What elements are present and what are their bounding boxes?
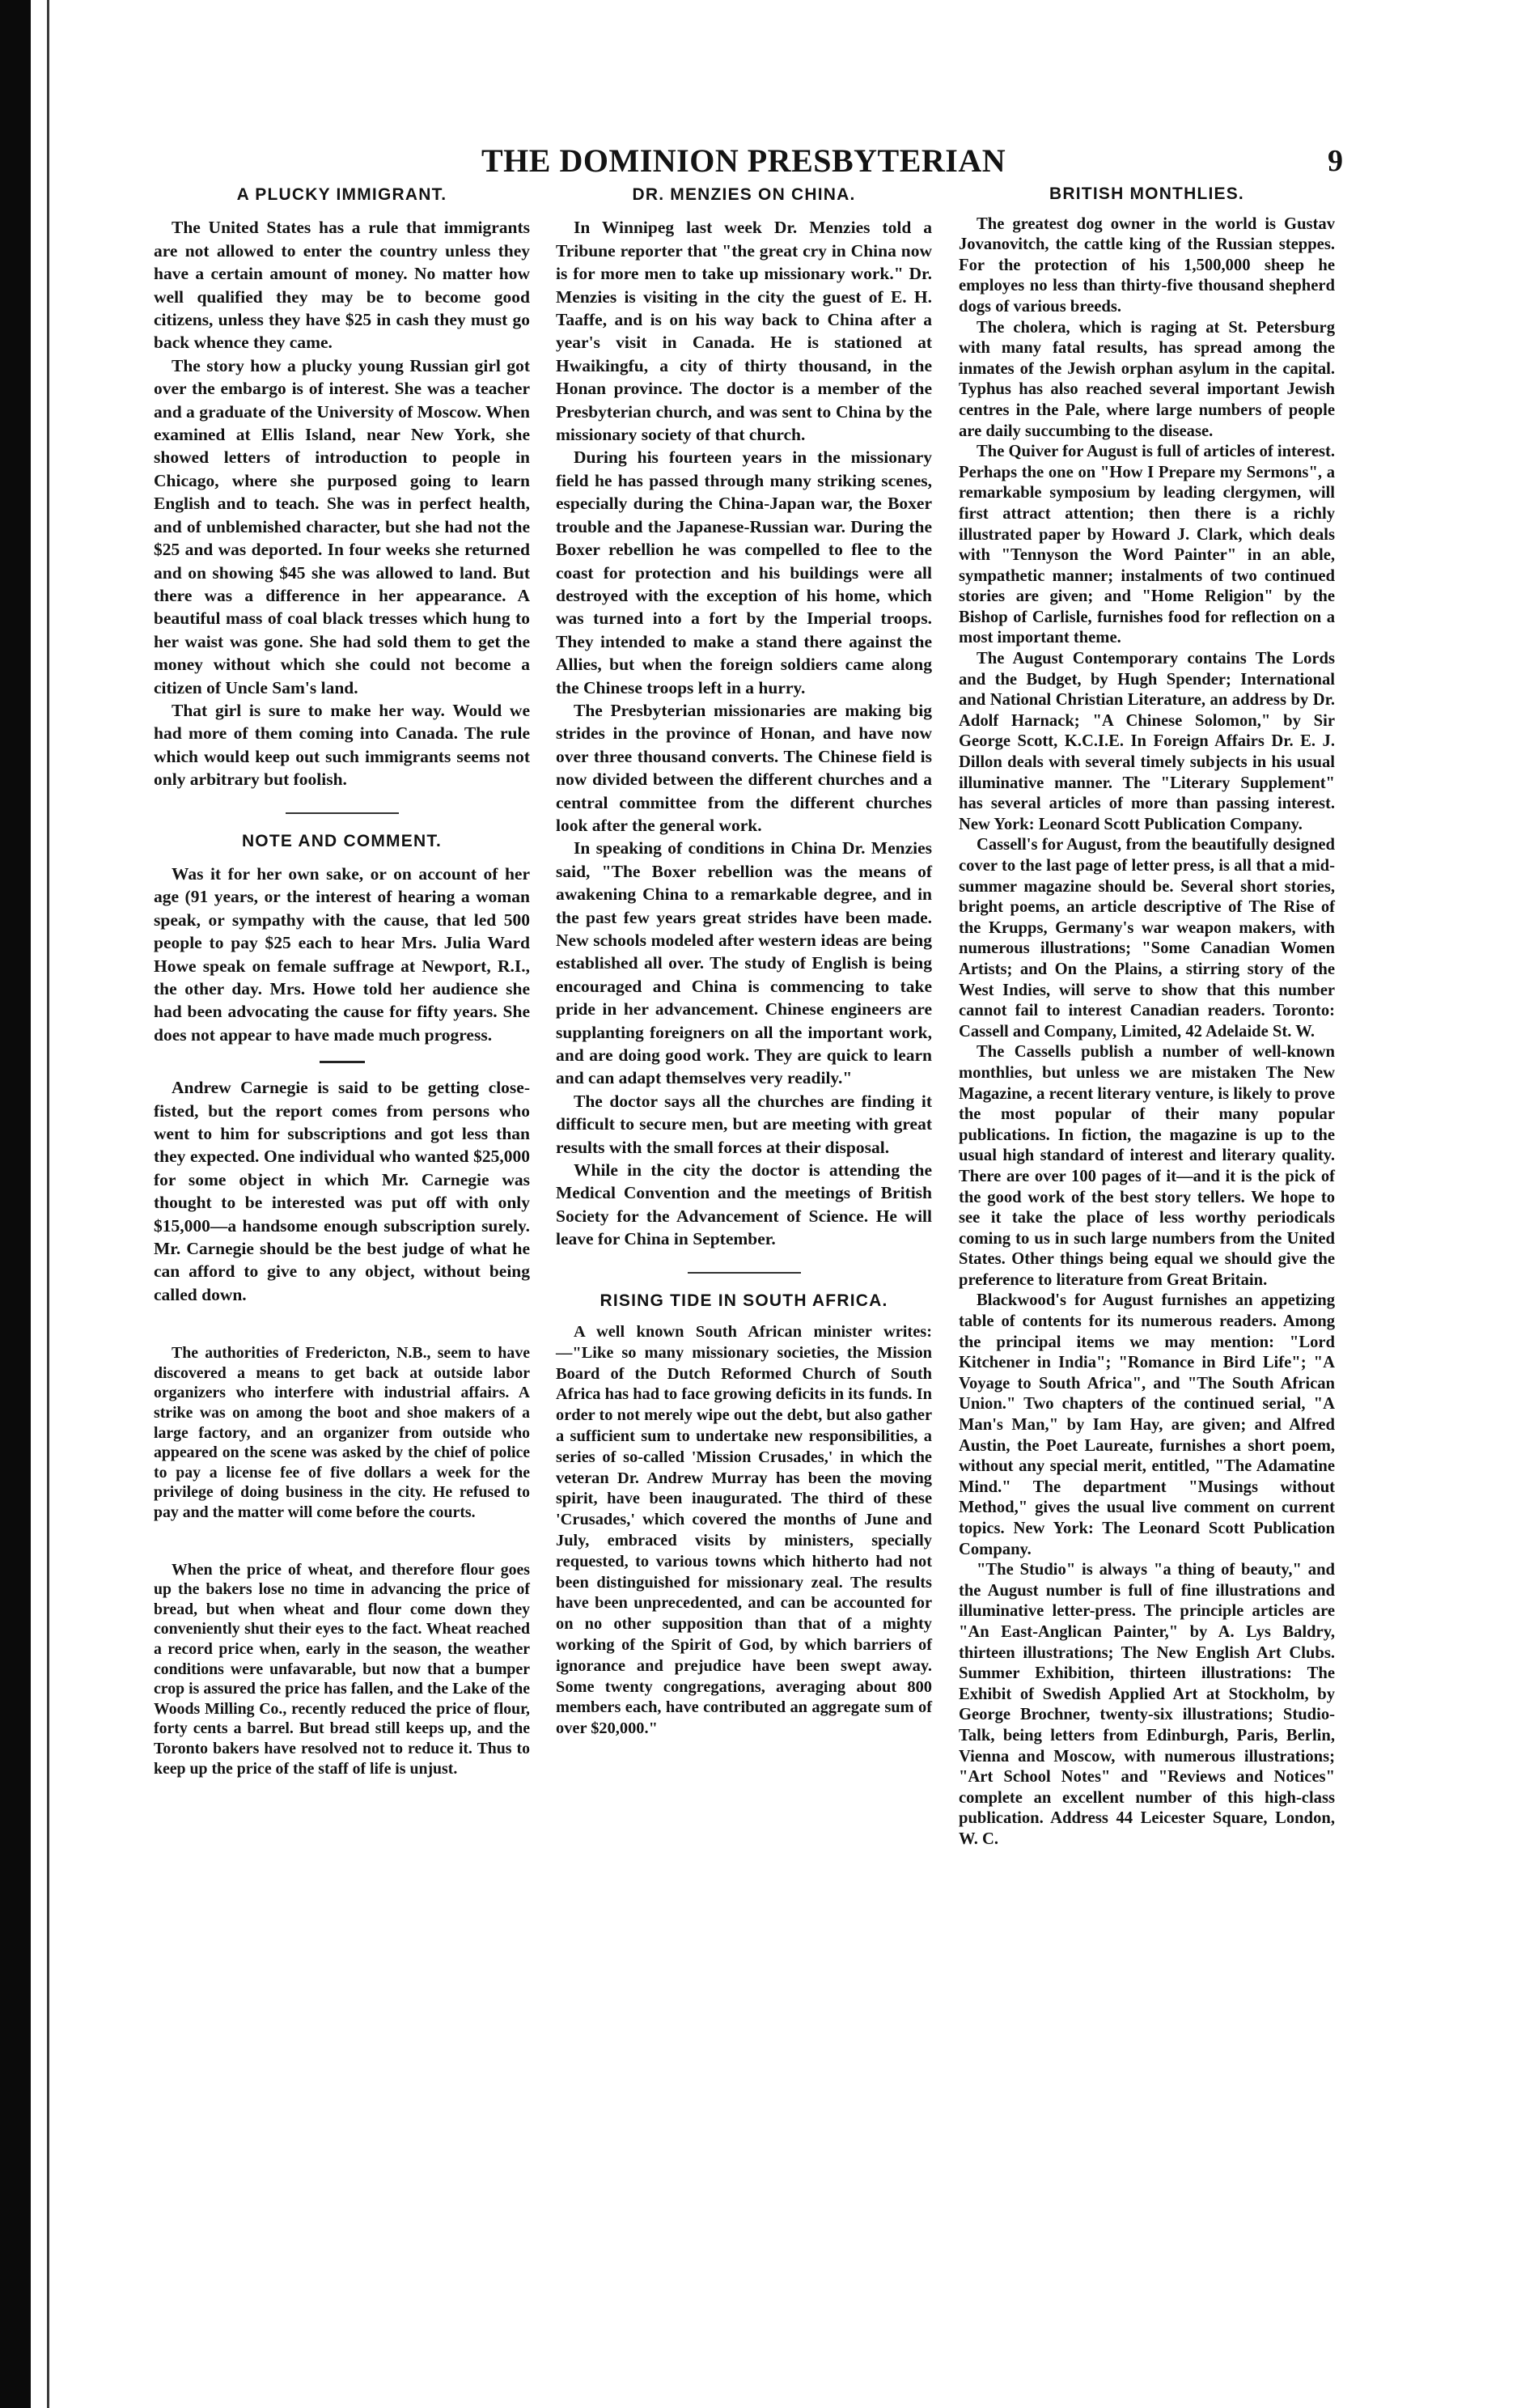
newspaper-page xyxy=(154,142,1343,2326)
headline-rising-tide-south-africa: RISING TIDE IN SOUTH AFRICA. xyxy=(600,1291,888,1310)
article-paragraph: During his fourteen years in the missionary field he has passed through many striking scenes, especially during the China-Japan war, the Boxer trouble and the Japanese-Russian war. During the Boxer rebellion he was compelled to flee to the coast for protection and his buildings were all destroyed with the exception of his home, which was turned into a fort by the Imperial troops. They intended to make a stand there against the Allies, but when the foreign soldiers came along the Chinese troops left in a hurry. xyxy=(556,447,932,697)
article-paragraph: "The Studio" is always "a thing of beauty," and the August number is full of fine illustrations and illuminative letter-press. The principle articles are "An East-Anglican Painter," by A. Lys Baldry, thirteen illustrations; The New English Art Clubs. Summer Exhibition, thirteen illustrations: The Exhibit of Swedish Applied Art at Stockholm, by George Brochner, twenty-six illustrations; Studio-Talk, being letters from Edinburgh, Paris, Berlin, Vienna and Moscow, with numerous illustrations; "Art School Notes" and "Reviews and Notices" complete an excellent number of this high-class publication. Address 44 Leicester Square, London, W. C. xyxy=(959,1561,1335,1848)
article-paragraph: Blackwood's for August furnishes an appetizing table of contents for its numerous readers. Among the principal items we may mention: "Lord Kitchener in India"; "Romance in Bird Life"; "A Voyage to South Africa", and "The South African Union." Two chapters of the continued serial, "A Man's Man," by Iam Hay, are given; and Alfred Austin, the Poet Laureate, furnishes a short poem, without any special merit, entitled, "The Adamatine Mind." The department "Musings without Method," gives the usual live comment on current topics. New York: The Leonard Scott Publication Company. xyxy=(959,1291,1335,1558)
article-paragraph: While in the city the doctor is attending the Medical Convention and the meetings of British Society for the Advancement of Science. He will leave for China in September. xyxy=(556,1160,932,1249)
article-paragraph: The United States has a rule that immigrants are not allowed to enter the country unless they have a certain amount of money. No matter how well qualified they may be to become good citizens, unless they have $25 in cash they must go back whence they came. xyxy=(154,218,530,353)
article-paragraph: Was it for her own sake, or on account of her age (91 years, or the interest of hearing a woman speak, or sympathy with the cause, that led 500 people to pay $25 each to hear Mrs. Julia Ward Howe speak on female suffrage at Newport, R.I., the other day. Mrs. Howe told her audience she had been advocating the cause for fifty years. She does not appear to have made much progress. xyxy=(154,863,530,1045)
article-paragraph: The greatest dog owner in the world is Gustav Jovanovitch, the cattle king of the Russian steppes. For the protection of his 1,500,000 sheep he employes no less than thirty-five thousand shepherd dogs of various breeds. xyxy=(959,214,1335,316)
column-left xyxy=(154,184,530,1778)
section-divider xyxy=(688,1272,801,1274)
article-paragraph: The August Contemporary contains The Lords and the Budget, by Hugh Spender; International and National Christian Literature, an address by Dr. Adolf Harnack; "A Chinese Solomon," by Sir George Scott, K.C.I.E. In Foreign Affairs Dr. E. J. Dillon deals with several timely subjects in his usual illuminative manner. The "Literary Supplement" has several articles of more than passing interest. New York: Leonard Scott Publication Company. xyxy=(959,650,1335,833)
article-paragraph: In Winnipeg last week Dr. Menzies told a Tribune reporter that "the great cry in China now is for more men to take up missionary work." Dr. Menzies is visiting in the city the guest of E. H. Taaffe, and is on his way back to China after a year's visit in Canada. He is stationed at Hwaikingfu, a city of thirty thousand, in the Honan province. The doctor is a member of the Presbyterian church, and was sent to China by the missionary society of that church. xyxy=(556,218,932,445)
headline-british-monthlies: BRITISH MONTHLIES. xyxy=(1049,184,1244,203)
article-paragraph: The Quiver for August is full of articles of interest. Perhaps the one on "How I Prepare my Sermons", a remarkable symposium by leading clergymen, will first attract attention; then there is a richly illustrated paper by Howard J. Clark, which deals with "Tennyson the Word Painter" in an able, sympathetic manner; instalments of two continued stories are given; and "Home Religion" by the Bishop of Carlisle, furnishes food for reflection on a most important theme. xyxy=(959,443,1335,647)
article-paragraph: In speaking of conditions in China Dr. Menzies said, "The Boxer rebellion was the means of awakening China to a remarkable degree, and in the past few years great strides have been made. New schools modeled after western ideas are being established all over. The study of English is being encouraged and China is commencing to take pride in her advancement. Chinese engineers are supplanting foreigners on all the important work, and are doing good work. They are quick to learn and can adapt themselves very readily." xyxy=(556,838,932,1088)
item-divider xyxy=(320,1061,365,1063)
scan-margin-line xyxy=(47,0,49,2408)
article-paragraph: When the price of wheat, and therefore flour goes up the bakers lose no time in advancing the price of bread, but when wheat and flour come down they conveniently shut their eyes to the fact. Wheat reached a record price when, early in the season, the weather conditions were unfavarable, but now that a bumper crop is assured the price has fallen, and the Lake of the Woods Milling Co., recently reduced the price of flour, forty cents a barrel. But bread still keeps up, and the Toronto bakers have resolved not to reduce it. Thus to keep up the price of the staff of life is unjust. xyxy=(154,1560,530,1778)
section-divider xyxy=(286,812,399,814)
article-paragraph: The doctor says all the churches are finding it difficult to secure men, but are meeting with great results with the small forces at their disposal. xyxy=(556,1091,932,1157)
headline-note-and-comment: NOTE AND COMMENT. xyxy=(241,831,443,850)
scan-border xyxy=(0,0,31,2408)
article-paragraph: The authorities of Fredericton, N.B., seem to have discovered a means to get back at outside labor organizers who interfere with industrial affairs. A strike was on among the boot and shoe makers of a large factory, and an organizer from outside who appeared on the scene was asked by the chief of police to pay a license fee of five dollars a week for the privilege of doing business in the city. He refused to pay and the matter will come before the courts. xyxy=(154,1344,530,1522)
column-middle xyxy=(556,184,932,1740)
article-paragraph: That girl is sure to make her way. Would we had more of them coming into Canada. The rule which would keep out such immigrants seems not only arbitrary but foolish. xyxy=(154,700,530,790)
article-paragraph: The cholera, which is raging at St. Petersburg with many fatal results, has spread among the inmates of the Jewish orphan asylum in the capital. Typhus has also reached several important Jewish centres in the Pale, where large numbers of people are daily succumbing to the disease. xyxy=(959,318,1335,440)
article-paragraph: Andrew Carnegie is said to be getting close-fisted, but the report comes from persons who went to him for subscriptions and got less than they expected. One individual who wanted $25,000 for some object in which Mr. Carnegie was thought to be interested was put off with only $15,000—a handsome enough subscription surely. Mr. Carnegie should be the best judge of what he can afford to give to any object, without being called down. xyxy=(154,1078,530,1304)
column-right xyxy=(959,184,1335,1851)
article-paragraph: The story how a plucky young Russian girl got over the embargo is of interest. She was a teacher and a graduate of the University of Moscow. When examined at Ellis Island, near New York, she showed letters of introduction to people in Chicago, where she purposed going to learn English and to teach. She was in perfect health, and of unblemished character, but she had not the $25 and was deported. In four weeks she returned and on showing $45 she was allowed to land. But there was a difference in her appearance. A beautiful mass of coal black tresses which hung to her waist was gone. She had sold them to get the money without which she could not become a citizen of Uncle Sam's land. xyxy=(154,355,530,697)
article-paragraph: Cassell's for August, from the beautifully designed cover to the last page of letter press, is all that a mid-summer magazine should be. Several short stories, bright poems, an article descriptive of The Rise of the Krupps, Germany's war weapon makers, with numerous illustrations; "Some Canadian Women Artists; and On the Plains, a stirring story of the West Indies, will serve to show that this number cannot fail to interest Canadian readers. Toronto: Cassell and Company, Limited, 42 Adelaide St. W. xyxy=(959,836,1335,1041)
article-paragraph: A well known South African minister writes:—"Like so many missionary societies, the Mission Board of the Dutch Reformed Church of South Africa has had to face growing deficits in its funds. In order to not merely wipe out the debt, but also gather a sufficient sum to undertake new responsibilities, a series of so-called 'Mission Crusades,' in which the veteran Dr. Andrew Murray has been the moving spirit, have been inaugurated. The third of these 'Crusades,' which covered the months of June and July, embraced visits by ministers, specially requested, to various towns which hitherto had not been distinguished for missionary zeal. The results have been unprecedented, and can be accounted for on no other supposition than that of a mighty working of the Spirit of God, by which barriers of ignorance and prejudice have been swept away. Some twenty congregations, averaging about 800 members each, have contributed an aggregate sum of over $20,000." xyxy=(556,1323,932,1738)
masthead xyxy=(154,142,1343,190)
headline-plucky-immigrant: A PLUCKY IMMIGRANT. xyxy=(236,185,447,204)
page-number: 9 xyxy=(1328,144,1343,178)
masthead-title: THE DOMINION PRESBYTERIAN xyxy=(481,142,1006,179)
article-paragraph: The Cassells publish a number of well-known monthlies, but unless we are mistaken The New Magazine, a recent literary venture, is likely to prove the most popular of their many popular publications. In fiction, the magazine is up to the usual high standard of interest and literary quality. There are over 100 pages of it—and it is the pick of the good work of the best story tellers. We hope to see it take the place of less worthy periodicals coming to us in such large numbers from the United States. Other things being equal we should give the preference to literature from Great Britain. xyxy=(959,1043,1335,1289)
headline-dr-menzies-on-china: DR. MENZIES ON CHINA. xyxy=(632,185,856,204)
article-paragraph: The Presbyterian missionaries are making big strides in the province of Honan, and have now over three thousand converts. The Chinese field is now divided between the different churches and a central committee from the different churches look after the general work. xyxy=(556,700,932,835)
